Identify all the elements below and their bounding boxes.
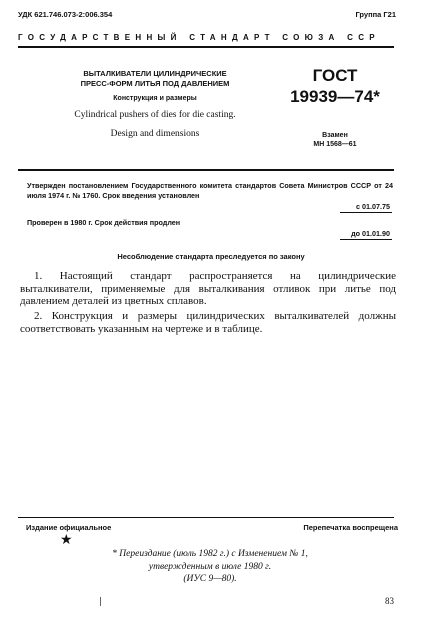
approval-text: Утвержден постановлением Государственного комитета стандартов Совета Министров СССР от 24 июля 1974 г. № 1760. Срок введения установлен [27, 181, 393, 200]
paragraph-2: 2. Конструкция и размеры цилиндрических выталкивателей должны соответствовать указанным на чертеже и в таблице. [20, 310, 396, 335]
page-number: 83 [385, 596, 394, 606]
note-line-3: (ИУС 9—80). [183, 574, 237, 584]
state-standard-heading: ГОСУДАРСТВЕННЫЙ СТАНДАРТ СОЮЗА ССР [18, 33, 380, 42]
note-line-1: * Переиздание (июль 1982 г.) с Изменением № 1, [112, 549, 308, 559]
gost-block [280, 66, 390, 149]
replaced-label: Взамен [322, 132, 348, 139]
official-edition: Издание официальное [26, 523, 112, 532]
footer-rule [18, 517, 394, 518]
title-subtitle: Конструкция и размеры [113, 95, 197, 102]
udk-code: УДК 621.746.073-2:006.354 [18, 10, 113, 19]
effective-date-rule [340, 212, 392, 213]
reprint-forbidden: Перепечатка воспрещена [303, 523, 398, 532]
paragraph-1: 1. Настоящий стандарт распространяется на цилиндрические выталкиватели, применяемые для выталкивания отливок при литье под давлением деталей из цветных сплавов. [20, 270, 396, 307]
law-warning: Несоблюдение стандарта преследуется по закону [117, 252, 305, 261]
effective-date: с 01.07.75 [356, 202, 390, 211]
english-title-line-1: Cylindrical pushers of dies for die casting. [74, 110, 236, 120]
checked-text: Проверен в 1980 г. Срок действия продлен [27, 218, 181, 227]
margin-mark [100, 597, 101, 606]
star-icon: ★ [60, 533, 73, 548]
note-line-2: утвержденным в июле 1980 г. [148, 561, 272, 572]
gost-label: ГОСТ [312, 66, 358, 85]
title-line-2: ПРЕСС-ФОРМ ЛИТЬЯ ПОД ДАВЛЕНИЕМ [80, 79, 230, 88]
reissue-note [80, 548, 340, 586]
extended-date-rule [340, 239, 392, 240]
group-code: Группа Г21 [355, 10, 396, 19]
extended-date: до 01.01.90 [351, 229, 390, 238]
replaced-standard: МН 1568—61 [313, 141, 357, 148]
standard-title-block [55, 69, 255, 140]
gost-number: 19939—74* [290, 87, 380, 106]
title-rule [18, 169, 394, 171]
english-title-line-2: Design and dimensions [110, 129, 200, 139]
title-line-1: ВЫТАЛКИВАТЕЛИ ЦИЛИНДРИЧЕСКИЕ [83, 69, 227, 78]
header-rule [18, 46, 394, 48]
